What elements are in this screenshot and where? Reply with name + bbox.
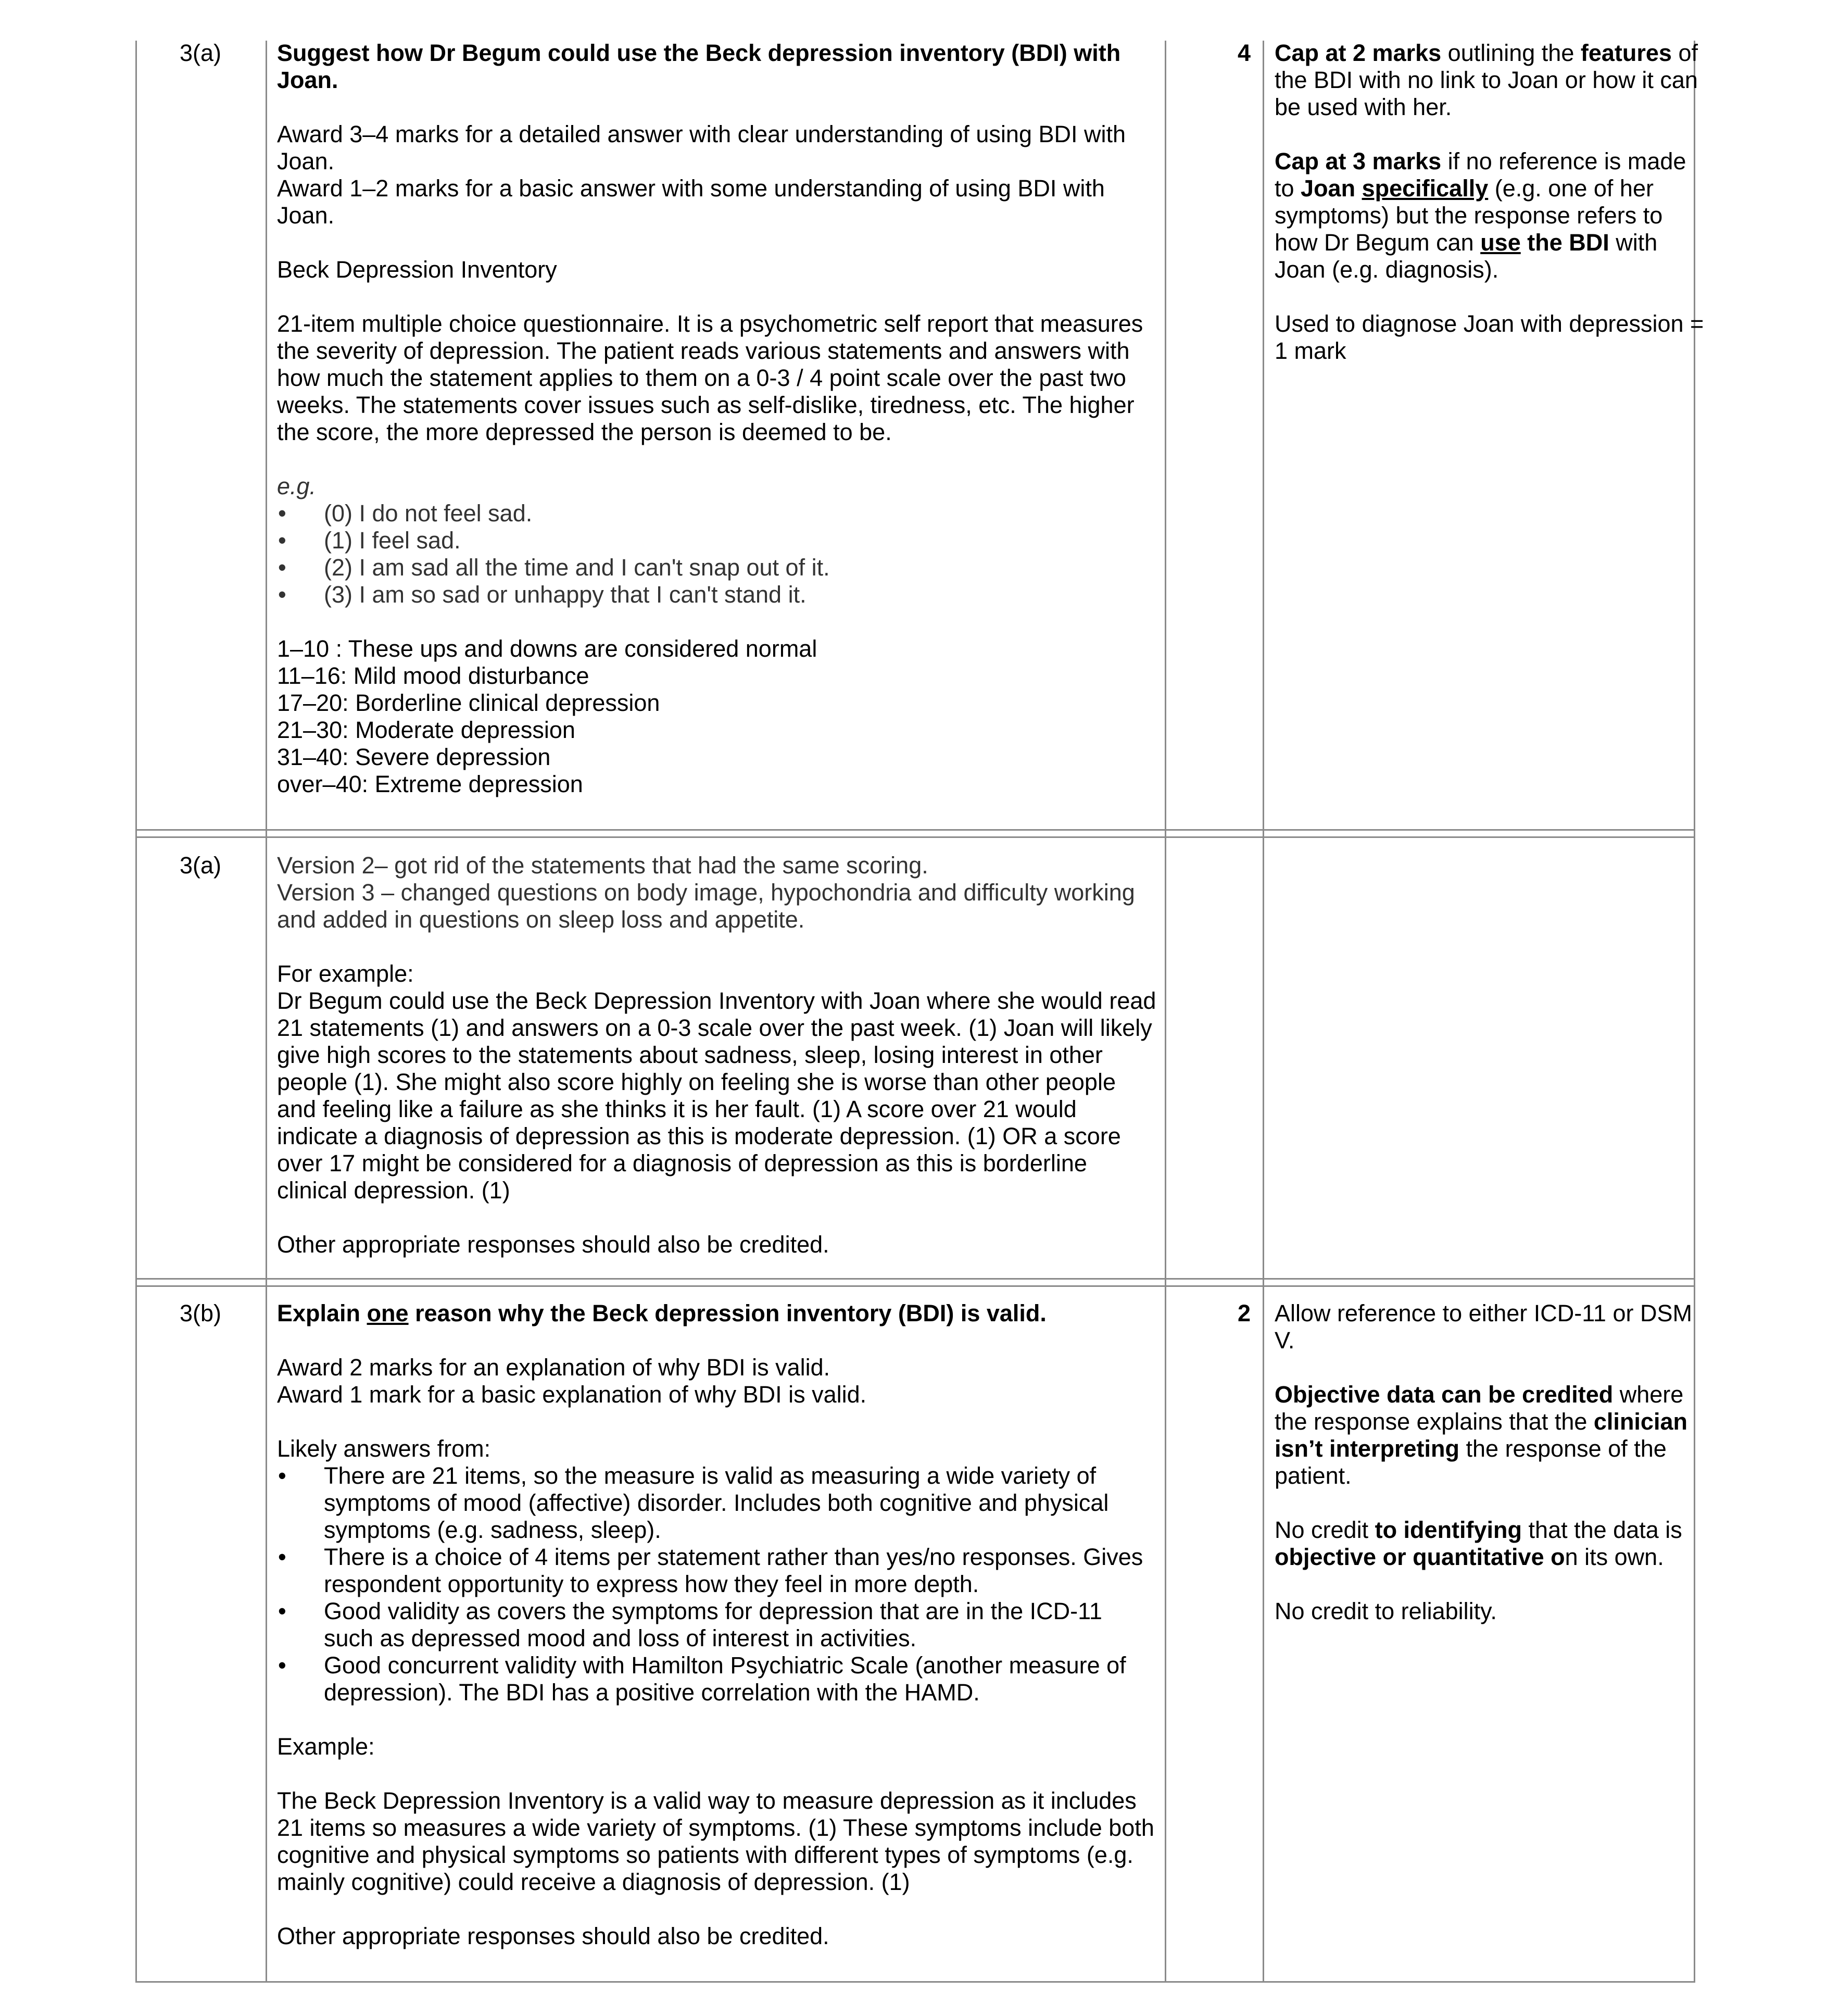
- version-2-note: Version 2– got rid of the statements that had the same scoring.: [277, 852, 928, 879]
- score-band: 21–30: Moderate depression: [277, 717, 575, 743]
- guidance-emphasis: Objective data can be credited: [1275, 1381, 1614, 1408]
- table-divider-col1: [266, 41, 267, 1983]
- score-band: 11–16: Mild mood disturbance: [277, 662, 589, 689]
- likely-answers-label: Likely answers from:: [277, 1435, 491, 1462]
- row-separator-1a: [135, 829, 1695, 831]
- list-item: • (1) I feel sad.: [277, 527, 1157, 554]
- guidance-text: with Joan (e.g. diagnosis).: [1275, 229, 1658, 283]
- list-item: • Good validity as covers the symptoms for depression that are in the ICD-11 such as depressed mood and loss of interest in activities.: [277, 1598, 1157, 1652]
- guidance-emphasis: Cap at 3 marks: [1275, 148, 1442, 174]
- award-band-1: Award 1 mark for a basic explanation of why BDI is valid.: [277, 1381, 867, 1408]
- guidance-emphasis: use: [1480, 229, 1521, 256]
- table-divider-col2: [1165, 41, 1166, 1983]
- table-border-bottom: [135, 1981, 1695, 1983]
- question-text-part: Explain: [277, 1300, 367, 1326]
- list-item: • There are 21 items, so the measure is valid as measuring a wide variety of symptoms of mood (affective) disorder. Includes both cognitive and physical symptoms (e.g. sadness, sleep).: [277, 1462, 1157, 1544]
- table-border-left: [135, 41, 137, 1983]
- score-band: over–40: Extreme depression: [277, 771, 583, 797]
- example-answer: Dr Begum could use the Beck Depression Inventory with Joan where she would read 21 statements (1) and answers on a 0-3 scale over the past week. (1) Joan will likely give high scores to the statements about sadness, sleep, losing interest in other people (1). She might also score highly on feeling she is worse than other people and feeling like a failure as she thinks it is her fault. (1) A score over 21 would indicate a diagnosis of depression as this is moderate depression. (1) OR a score over 17 might be considered for a diagnosis of depression as this is borderline clinical depression. (1): [277, 987, 1156, 1204]
- example-label: Example:: [277, 1733, 375, 1760]
- question-text-part: reason why the Beck depression inventory (BDI) is valid.: [408, 1300, 1047, 1326]
- example-statements: [277, 500, 1157, 608]
- list-item: • (0) I do not feel sad.: [277, 500, 1157, 527]
- guidance-emphasis: to identifying: [1375, 1517, 1522, 1543]
- guidance-nocredit: [1275, 1517, 1707, 1571]
- marks-value: 2: [1237, 1300, 1251, 1326]
- guidance-emphasis: specifically: [1362, 175, 1489, 202]
- row-separator-2b: [135, 1285, 1695, 1287]
- guidance-allow: Allow reference to either ICD-11 or DSM V.: [1275, 1300, 1692, 1354]
- likely-answers-list: [277, 1462, 1157, 1706]
- question-text: Suggest how Dr Begum could use the Beck depression inventory (BDI) with Joan.: [277, 40, 1121, 93]
- question-number: 3(b): [180, 1300, 222, 1326]
- answer-cell: [277, 1300, 1157, 1950]
- guidance-text: No credit: [1275, 1517, 1375, 1543]
- answer-cell: [277, 40, 1157, 798]
- guidance-cell: [1275, 1300, 1707, 1625]
- score-band: 1–10 : These ups and downs are considered normal: [277, 635, 817, 662]
- list-item: • (3) I am so sad or unhappy that I can't stand it.: [277, 581, 1157, 608]
- guidance-text: n its own.: [1565, 1544, 1664, 1570]
- question-text: [277, 1300, 1157, 1327]
- question-text-emphasis: one: [367, 1300, 409, 1326]
- guidance-emphasis: Cap at 2 marks: [1275, 40, 1442, 66]
- row-separator-2a: [135, 1278, 1695, 1280]
- guidance-cap2: [1275, 40, 1707, 121]
- answer-cell: [277, 852, 1157, 1258]
- table-divider-col3: [1263, 41, 1264, 1983]
- guidance-cap3: [1275, 148, 1707, 283]
- list-item: • (2) I am sad all the time and I can't snap out of it.: [277, 554, 1157, 581]
- for-example-label: For example:: [277, 960, 414, 987]
- guidance-objective: [1275, 1381, 1707, 1489]
- question-number: 3(a): [180, 852, 222, 879]
- marks-value: 4: [1237, 40, 1251, 66]
- guidance-text: of the BDI with no link to Joan or how it can be used with her.: [1275, 40, 1698, 120]
- list-item: • Good concurrent validity with Hamilton Psychiatric Scale (another measure of depression). The BDI has a positive correlation with the HAMD.: [277, 1652, 1157, 1706]
- guidance-emphasis: clinician isn’t interpreting: [1275, 1408, 1687, 1462]
- guidance-text: (e.g. one of her symptoms) but the response refers to how Dr Begum can: [1275, 175, 1663, 256]
- guidance-emphasis: the BDI: [1520, 229, 1609, 256]
- guidance-emphasis: objective or quantitative o: [1275, 1544, 1565, 1570]
- example-answer: The Beck Depression Inventory is a valid way to measure depression as it includes 21 items so measures a wide variety of symptoms. (1) These symptoms include both cognitive and physical symptoms so patients with different types of symptoms (e.g. mainly cognitive) could receive a diagnosis of depression. (1): [277, 1787, 1154, 1895]
- row-separator-1b: [135, 836, 1695, 838]
- list-item: • There is a choice of 4 items per statement rather than yes/no responses. Gives respondent opportunity to express how they feel in more depth.: [277, 1544, 1157, 1598]
- guidance-text: outlining the: [1441, 40, 1581, 66]
- guidance-text: where the response explains that the: [1275, 1381, 1684, 1435]
- version-3-note: Version 3 – changed questions on body image, hypochondria and difficulty working and added in questions on sleep loss and appetite.: [277, 879, 1135, 933]
- award-band-2: Award 2 marks for an explanation of why BDI is valid.: [277, 1354, 830, 1381]
- score-band: 17–20: Borderline clinical depression: [277, 690, 660, 716]
- score-band: 31–40: Severe depression: [277, 744, 551, 770]
- question-number: 3(a): [180, 40, 222, 66]
- guidance-cell: [1275, 40, 1707, 365]
- guidance-text: the response of the patient.: [1275, 1435, 1667, 1489]
- guidance-diagnose: Used to diagnose Joan with depression = 1 mark: [1275, 310, 1704, 364]
- other-responses-note: Other appropriate responses should also be credited.: [277, 1231, 829, 1258]
- guidance-reliability: No credit to reliability.: [1275, 1598, 1497, 1624]
- eg-label: e.g.: [277, 473, 317, 499]
- section-heading: Beck Depression Inventory: [277, 256, 557, 283]
- other-responses-note: Other appropriate responses should also be credited.: [277, 1923, 829, 1949]
- guidance-emphasis: Joan: [1301, 175, 1362, 202]
- guidance-text: if no reference is made to: [1275, 148, 1686, 202]
- award-band-low: Award 1–2 marks for a basic answer with some understanding of using BDI with Joan.: [277, 175, 1105, 229]
- award-band-high: Award 3–4 marks for a detailed answer with clear understanding of using BDI with Joan.: [277, 121, 1126, 174]
- bdi-description: 21-item multiple choice questionnaire. It is a psychometric self report that measures the severity of depression. The patient reads various statements and answers with how much the statement applies to them on a 0-3 / 4 point scale over the past two weeks. The statements cover issues such as self-dislike, tiredness, etc. The higher the score, the more depressed the person is deemed to be.: [277, 310, 1143, 445]
- guidance-emphasis: features: [1580, 40, 1672, 66]
- guidance-text: that the data is: [1522, 1517, 1682, 1543]
